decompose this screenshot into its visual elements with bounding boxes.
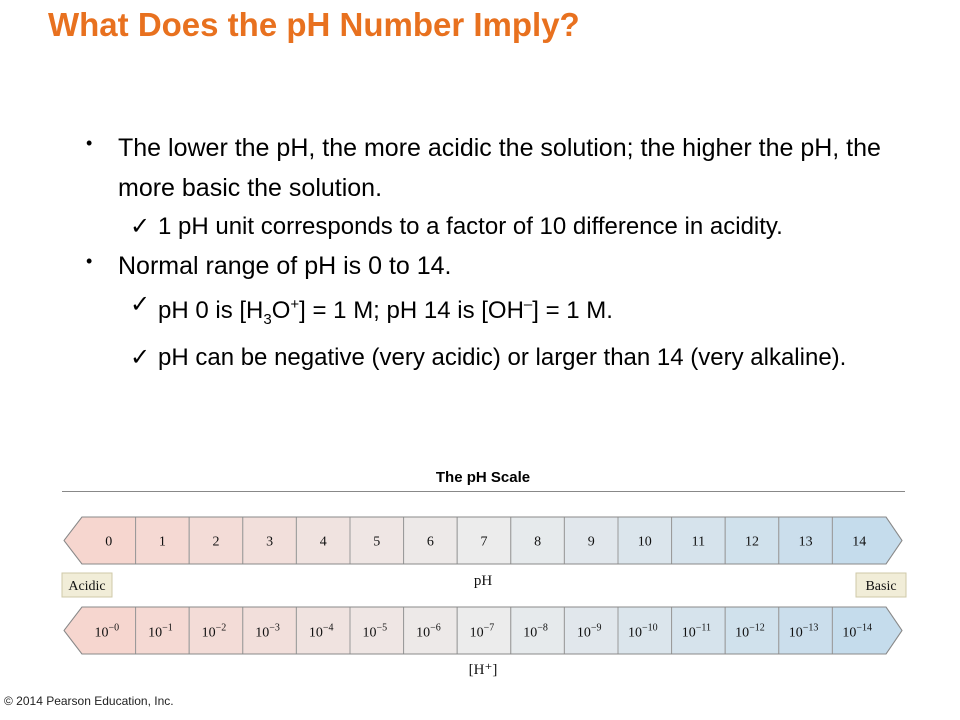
- h-concentration-scale-label: $10^{-4}$: [308, 622, 334, 641]
- ph-axis-label: pH: [473, 573, 493, 589]
- ph-scale-label: 0: [105, 534, 113, 550]
- h-concentration-scale-label: $10^{-13}$: [788, 622, 819, 641]
- h-concentration-scale-label: $10^{-11}$: [681, 622, 712, 641]
- h-concentration-scale-label: $10^{-12}$: [735, 622, 765, 641]
- ph-scale-cell: [832, 517, 902, 564]
- ph-scale-label: 3: [266, 534, 274, 550]
- ph-scale-label: 2: [212, 534, 220, 550]
- h-concentration-scale-label: $10^{-8}$: [523, 622, 548, 641]
- h-concentration-scale-label: $10^{-1}$: [148, 622, 173, 641]
- bullet-2-sub-1-text: pH 0 is $[H_3O^+] = 1$ M; pH 14 is [OH–] = 1 M.: [158, 296, 613, 328]
- ph-scale-label: 4: [319, 534, 327, 550]
- h-concentration-scale-label: $10^{-2}$: [201, 622, 227, 641]
- ph-scale-label: 9: [587, 534, 595, 550]
- h-concentration-scale-label: $10^{-3}$: [255, 622, 280, 641]
- h-concentration-scale-label: $10^{-6}$: [416, 622, 441, 641]
- ph-scale-title: The pH Scale: [435, 469, 531, 486]
- bullet-1-sub-1-text: 1 pH unit corresponds to a factor of 10 difference in acidity.: [158, 213, 783, 240]
- ph-scale-label: 11: [691, 534, 706, 550]
- bullet-1-sub-1: [130, 208, 926, 246]
- ph-scale-label: 6: [426, 534, 434, 550]
- h-axis-label: [H⁺]: [468, 662, 498, 678]
- ph-scale-figure: [0, 500, 960, 690]
- slide-title: What Does the pH Number Imply?: [48, 6, 580, 43]
- ph-scale-label: 7: [480, 534, 488, 550]
- ph-scale-label: 14: [852, 534, 867, 550]
- ph-scale-label: 1: [158, 534, 166, 550]
- h-concentration-scale-label: $10^{-14}$: [842, 622, 873, 641]
- h-concentration-scale-label: $10^{-10}$: [627, 622, 658, 641]
- figure-divider: [62, 491, 905, 492]
- acidic-label: Acidic: [68, 579, 106, 594]
- ph-scale-label: 13: [798, 534, 813, 550]
- checkmark-icon: ✓: [130, 291, 151, 318]
- ph-scale-label: 5: [373, 534, 381, 550]
- checkmark-icon: ✓: [130, 343, 151, 371]
- h-concentration-scale-label: $10^{-5}$: [362, 622, 388, 641]
- ph-scale-label: 10: [637, 534, 652, 550]
- copyright: © 2014 Pearson Education, Inc.: [4, 694, 174, 708]
- bullet-2-sub-2: [130, 339, 926, 377]
- ph-scale-cell: [64, 517, 136, 564]
- checkmark-icon: ✓: [130, 213, 151, 240]
- bullet-1-text: The lower the pH, the more acidic the solution; the higher the pH, the more basic the solution.: [118, 134, 881, 202]
- ph-scale-label: 12: [745, 534, 759, 550]
- h-concentration-scale-label: $10^{-0}$: [94, 622, 120, 641]
- ph-scale-label: 8: [534, 534, 542, 550]
- h-concentration-scale-label: $10^{-7}$: [469, 622, 495, 641]
- bullet-dot-icon: •: [86, 251, 93, 271]
- bullet-list: [86, 128, 926, 377]
- bullet-2-sub-2-text: pH can be negative (very acidic) or larger than 14 (very alkaline).: [158, 343, 847, 371]
- basic-label: Basic: [865, 579, 897, 594]
- bullet-2-text: Normal range of pH is 0 to 14.: [118, 252, 452, 280]
- bullet-dot-icon: •: [86, 133, 93, 153]
- bullet-2-sub-1: [130, 286, 926, 339]
- bullet-2: [86, 246, 926, 286]
- h-concentration-scale-label: $10^{-9}$: [576, 622, 602, 641]
- bullet-1: [86, 128, 926, 208]
